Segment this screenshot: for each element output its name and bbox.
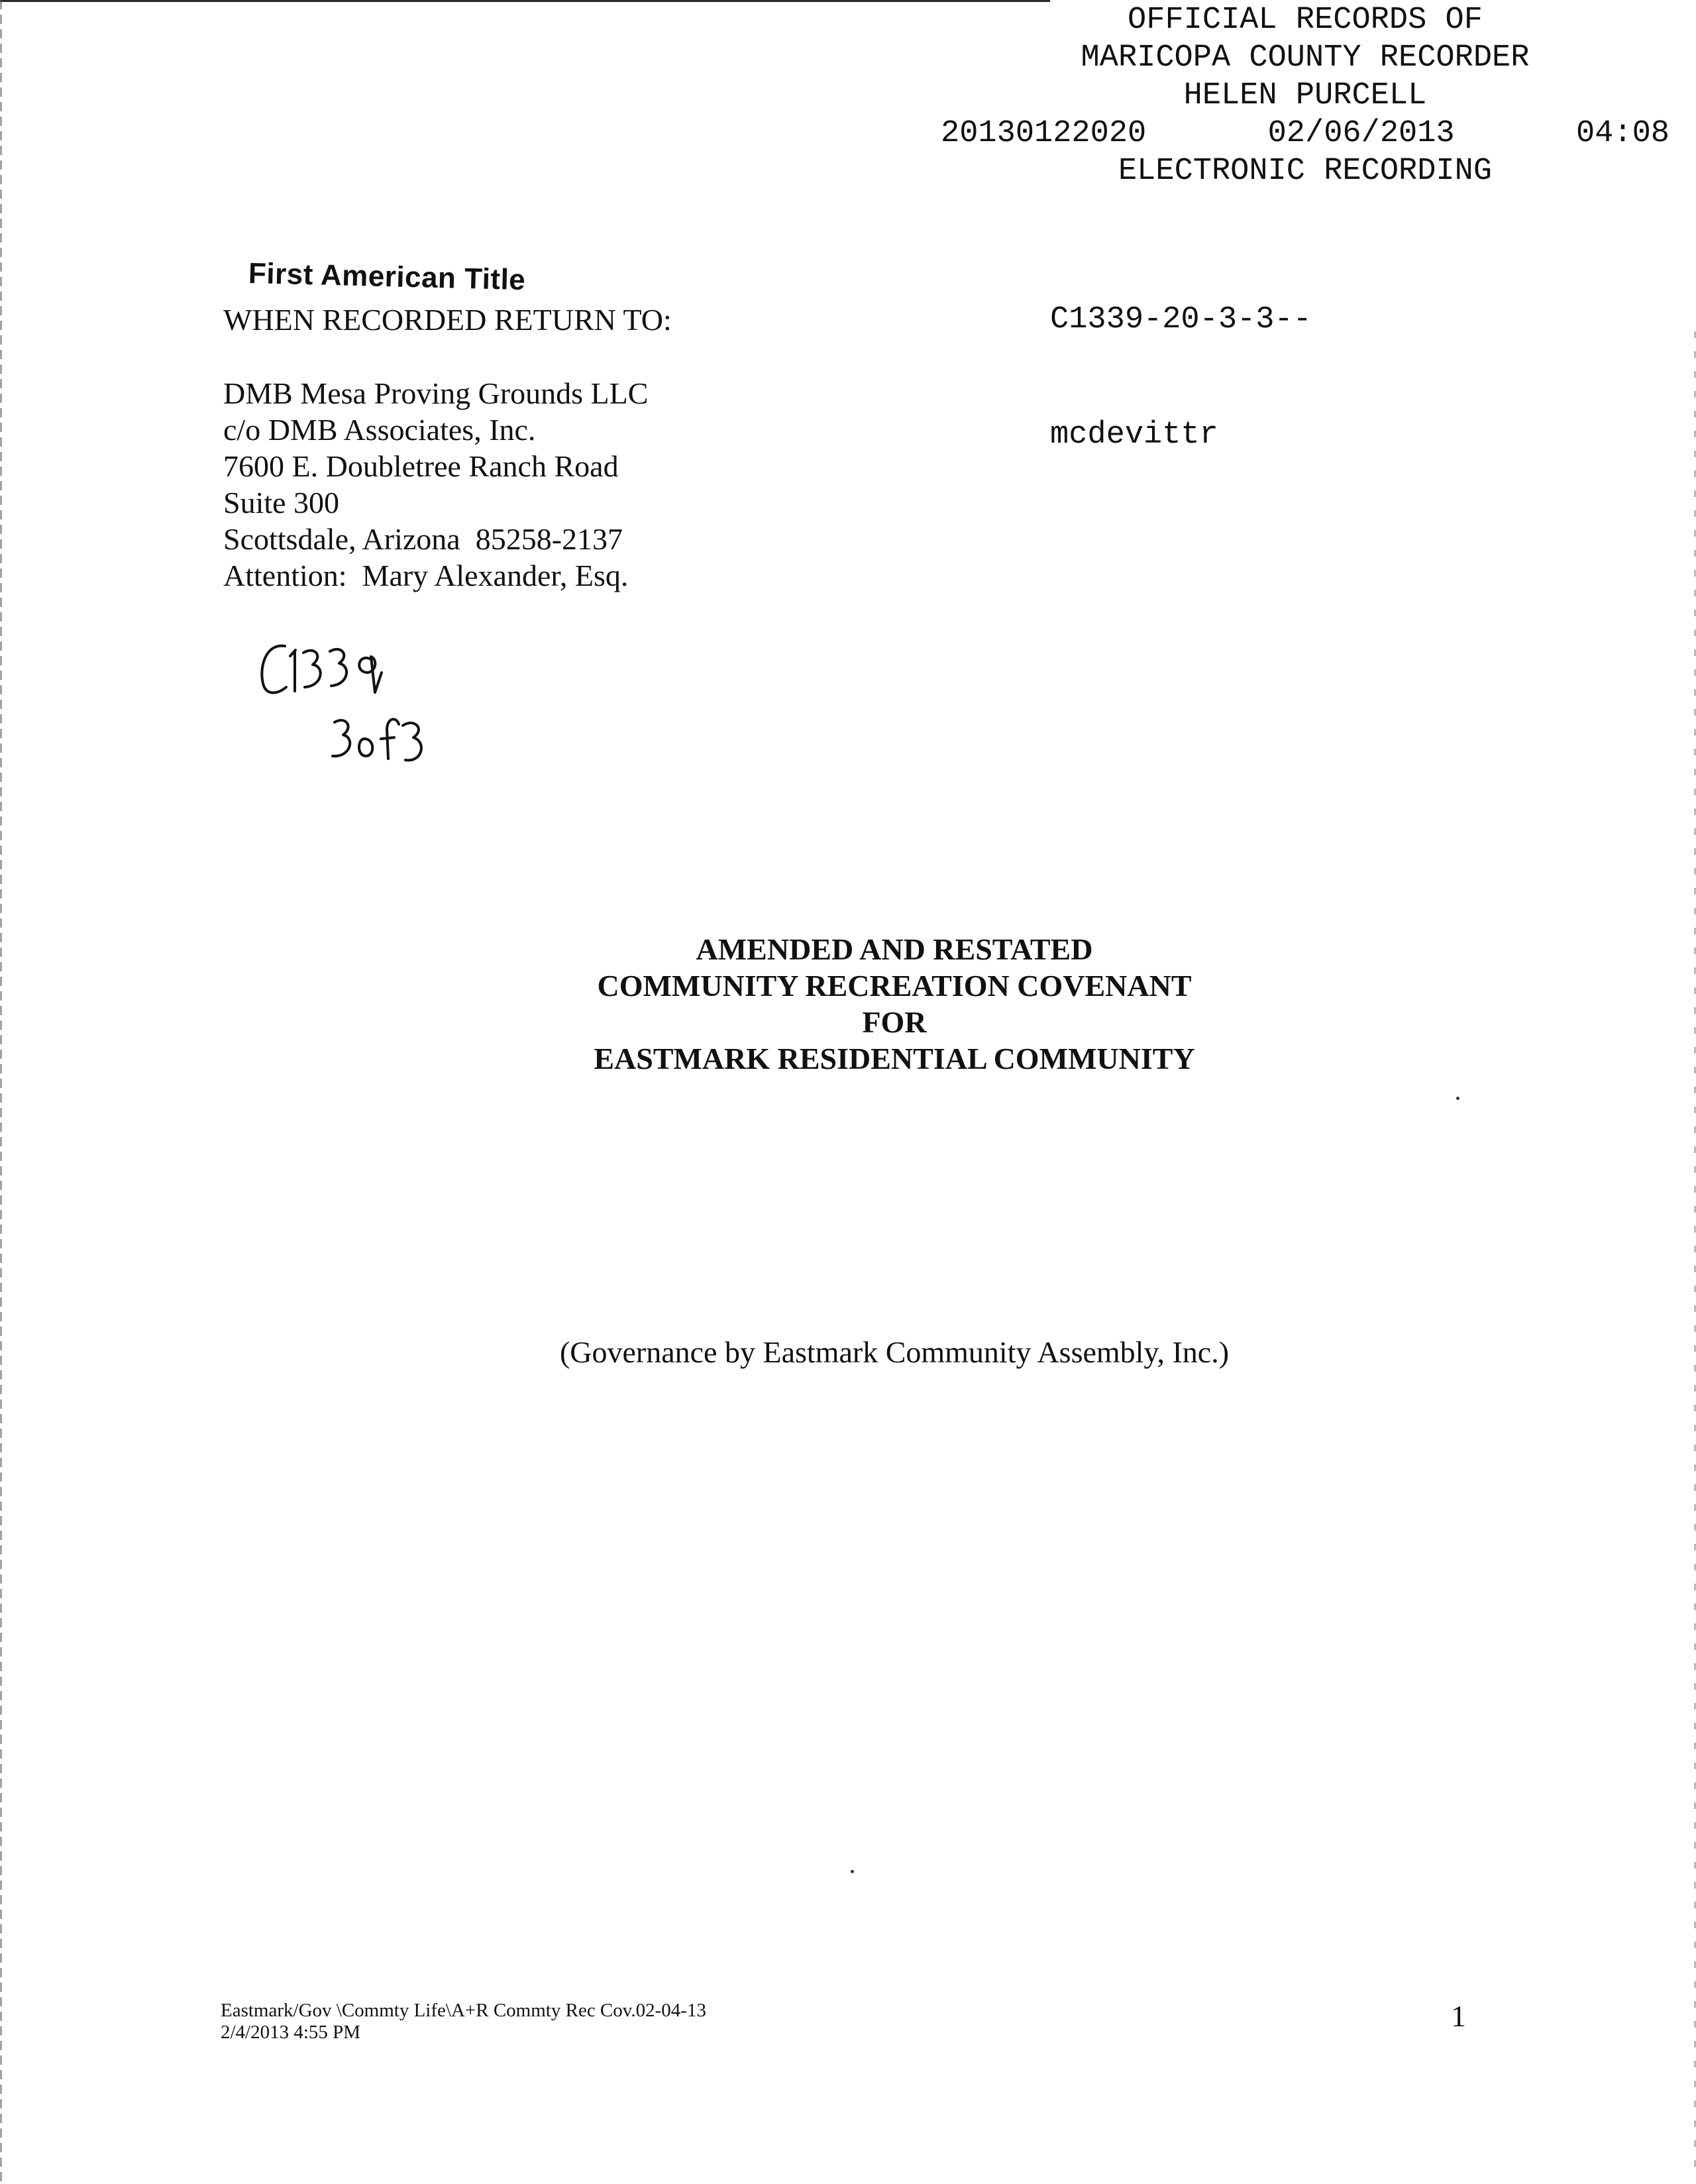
scan-speck [1456,1097,1459,1100]
title-line: FOR [862,1005,927,1039]
recorder-stamp-line-1: OFFICIAL RECORDS OF [1128,3,1483,38]
recorder-stamp-docline [941,115,1670,152]
scan-left-edge [0,0,2,2184]
address-line: Suite 300 [223,486,340,519]
recorder-stamp-line-2: MARICOPA COUNTY RECORDER [1081,40,1530,76]
footer-file-info [221,2000,706,2044]
page-number: 1 [1451,1999,1466,2033]
recording-time: 04:08 [1575,116,1670,151]
document-title [0,931,1696,1077]
recorder-stamp [941,1,1670,190]
address-line: Scottsdale, Arizona 85258-2137 [223,522,623,556]
stamp-user: mcdevittr [1050,417,1218,453]
stamp-code: C1339-20-3-3-- [1050,302,1312,337]
address-line: 7600 E. Doubletree Ranch Road [223,449,619,483]
scan-speck [851,1870,854,1873]
stamp-label [1050,224,1312,531]
recording-date: 02/06/2013 [1267,116,1455,151]
address-line: c/o DMB Associates, Inc. [223,413,536,447]
scan-top-rule [0,0,1050,2]
recording-type: ELECTRONIC RECORDING [1118,154,1493,189]
handwritten-note [258,633,457,779]
title-line: EASTMARK RESIDENTIAL COMMUNITY [594,1042,1195,1075]
return-heading: WHEN RECORDED RETURN TO: [223,303,672,337]
recorder-stamp-line-3: HELEN PURCELL [1183,78,1427,113]
title-company-stamp: First American Title [248,257,526,297]
address-line: Attention: Mary Alexander, Esq. [223,559,629,592]
governance-note: (Governance by Eastmark Community Assembly, Inc.) [559,1335,1230,1369]
title-line: COMMUNITY RECREATION COVENANT [597,969,1192,1003]
footer-file-path: Eastmark/Gov \Commty Life\A+R Commty Rec Cov.02-04-13 [221,2000,706,2021]
return-address [223,375,648,594]
footer-timestamp: 2/4/2013 4:55 PM [221,2022,361,2043]
title-line: AMENDED AND RESTATED [696,932,1093,966]
address-line: DMB Mesa Proving Grounds LLC [223,376,649,410]
document-number: 20130122020 [941,116,1147,151]
